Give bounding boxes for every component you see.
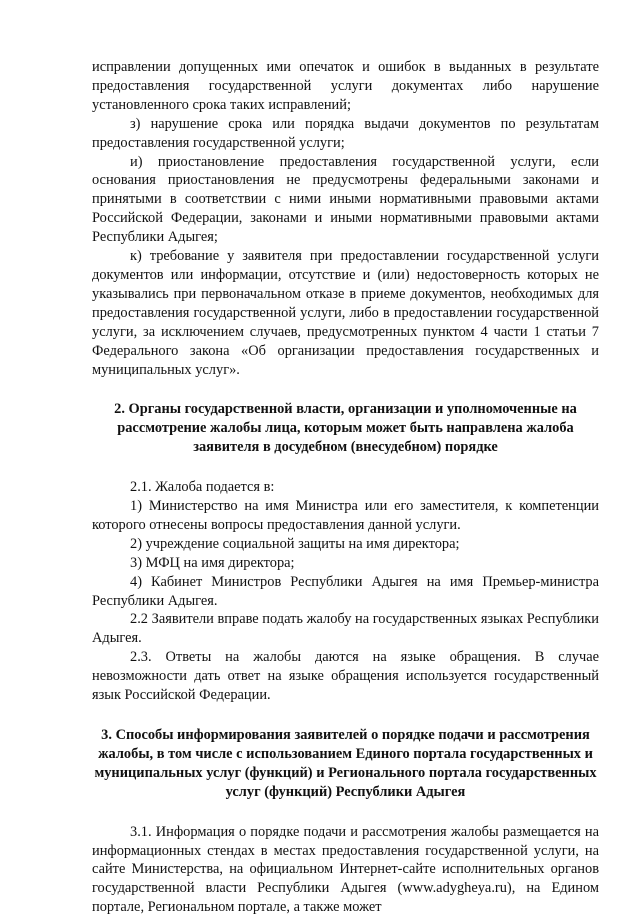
paragraph-2-1: 2.1. Жалоба подается в: (130, 479, 275, 496)
paragraph-2-1-item-2: 2) учреждение социальной защиты на имя директора; (130, 535, 460, 552)
section-2-heading: 2. Органы государственной власти, организации и уполномоченные на рассмотрение жалобы лица, которым может быть направлена жалоба заявителя в досудебном (внесудебном) порядке (114, 401, 577, 456)
spacer (92, 705, 599, 726)
paragraph-2-2: 2.2 Заявители вправе подать жалобу на государственных языках Республики Адыгея. (92, 611, 599, 647)
spacer (92, 802, 599, 823)
paragraph-2-3: 2.3. Ответы на жалобы даются на языке обращения. В случае невозможности дать ответ на языке обращения используется государственный язык Российской Федерации. (92, 649, 599, 704)
document-page (92, 58, 599, 917)
paragraph-2-1-item-3: 3) МФЦ на имя директора; (130, 554, 295, 571)
section-3-heading: 3. Способы информирования заявителей о порядке подачи и рассмотрения жалобы, в том числе с использованием Единого портала государственных и муниципальных услуг (функций) и Регионального портала государственных услуг (функций) Республики Адыгея (94, 727, 597, 800)
list-item-k: к) требование у заявителя при предоставлении государственной услуги документов или информации, отсутствие и (или) недостоверность которых не указывались при первоначальном отказе в приеме документов, необходимых для предоставления государственной услуги, либо в предоставлении государственной услуги, за исключением случаев, предусмотренных пунктом 4 части 1 статьи 7 Федерального закона «Об организации предоставления государственных и муниципальных услуг». (92, 248, 599, 378)
spacer (92, 457, 599, 478)
spacer (92, 379, 599, 400)
list-item-z: з) нарушение срока или порядка выдачи документов по результатам предоставления государственной услуги; (92, 115, 599, 151)
paragraph-3-1: 3.1. Информация о порядке подачи и рассмотрения жалобы размещается на информационных стендах в местах предоставления государственной услуги, на сайте Министерства, на официальном Интернет-сайте исполнительных органов государственной власти Республики Адыгея (www.adygheya.ru), на Едином портале, Региональном портале, а также может (92, 823, 599, 916)
paragraph-2-1-item-4: 4) Кабинет Министров Республики Адыгея на имя Премьер-министра Республики Адыгея. (92, 573, 599, 609)
paragraph-2-1-item-1: 1) Министерство на имя Министра или его заместителя, к компетенции которого отнесены вопросы предоставления данной услуги. (92, 498, 599, 533)
list-item-i: и) приостановление предоставления государственной услуги, если основания приостановления не предусмотрены федеральными законами и принятыми в соответствии с ними иными нормативными правовыми актами Российской Федерации, законами и иными нормативными правовыми актами Республики Адыгея; (92, 153, 599, 246)
continuation-paragraph: исправлении допущенных ими опечаток и ошибок в выданных в результате предоставления государственной услуги документах либо нарушение установленного срока таких исправлений; (92, 59, 599, 113)
